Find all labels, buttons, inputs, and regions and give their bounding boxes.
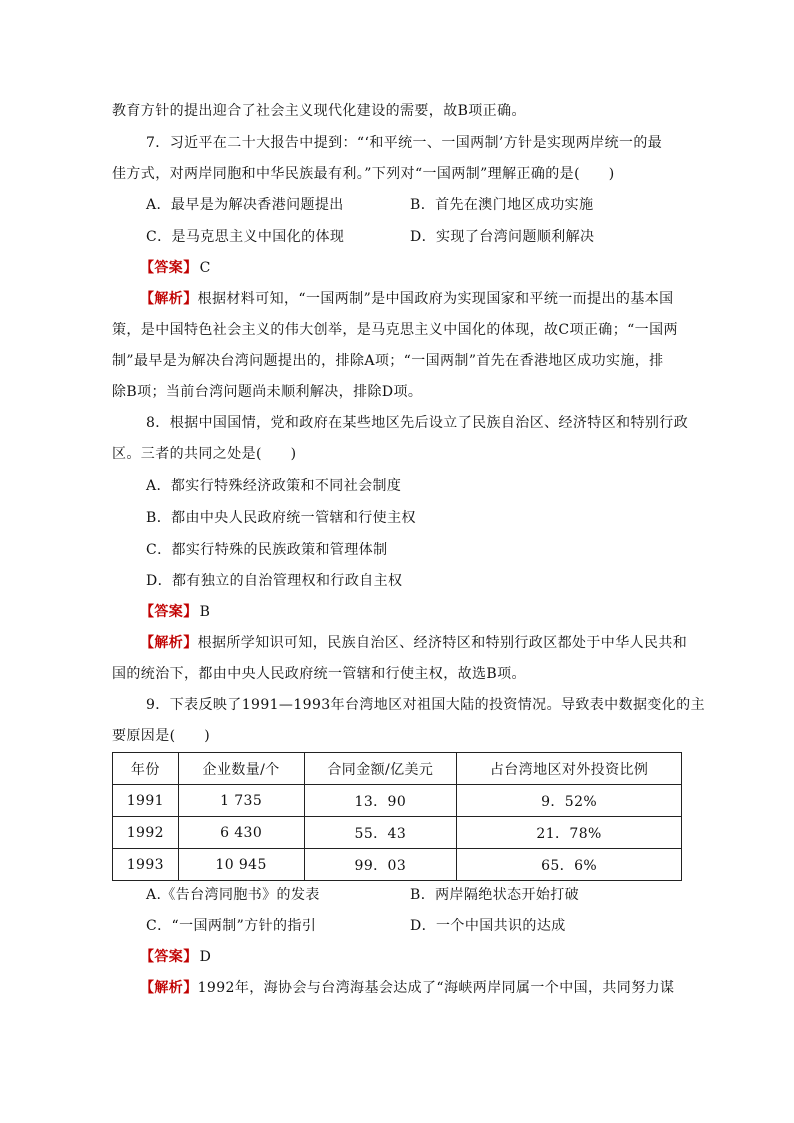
table-header-cell: 合同金额/亿美元 [304, 753, 457, 785]
explanation-text: 1992年，海协会与台湾海基会达成了“海峡两岸同属一个中国，共同努力谋 [197, 980, 675, 996]
question-8-explanation [140, 633, 687, 653]
explanation-line: 除B项；当前台湾问题尚未顺利解决，排除D项。 [112, 384, 423, 400]
table-cell: 9．52% [457, 785, 682, 817]
table-header-cell: 年份 [113, 753, 179, 785]
answer-tag: 【答案】 [140, 260, 198, 276]
question-9-option-d: D．一个中国共识的达成 [410, 918, 566, 934]
text-line: 教育方针的提出迎合了社会主义现代化建设的需要，故B项正确。 [112, 103, 526, 119]
explanation-tag: 【解析】 [140, 635, 198, 651]
question-9-explanation [140, 978, 674, 998]
explanation-tag: 【解析】 [140, 291, 198, 307]
table-cell: 1991 [113, 785, 179, 817]
answer-tag: 【答案】 [140, 604, 198, 620]
question-7-stem: 7．习近平在二十大报告中提到：“‘和平统一、一国两制’方针是实现两岸统一的最 [146, 135, 663, 151]
answer-value: C [199, 260, 211, 276]
answer-tag: 【答案】 [140, 949, 198, 965]
investment-table [112, 752, 682, 881]
question-8-option-d: D．都有独立的自治管理权和行政自主权 [146, 573, 403, 589]
question-7-option-d: D．实现了台湾问题顺利解决 [410, 229, 595, 245]
explanation-line: 制”最早是为解决台湾问题提出的，排除A项；“一国两制”首先在香港地区成功实施，排 [112, 353, 664, 369]
question-8-option-b: B．都由中央人民政府统一管辖和行使主权 [146, 510, 416, 526]
question-9-option-c: C．“一国两制”方针的指引 [146, 918, 317, 934]
question-7-answer [140, 258, 211, 278]
question-7-option-b: B．首先在澳门地区成功实施 [410, 197, 594, 213]
question-8-stem: 8．根据中国国情，党和政府在某些地区先后设立了民族自治区、经济特区和特别行政 [146, 415, 689, 431]
table-cell: 65．6% [457, 849, 682, 881]
answer-value: D [199, 949, 212, 965]
question-7-explanation [140, 289, 674, 309]
answer-value: B [199, 604, 211, 620]
table-cell: 99．03 [304, 849, 457, 881]
explanation-line: 策，是中国特色社会主义的伟大创举，是马克思主义中国化的体现，故C项正确；“一国两 [112, 322, 678, 338]
question-9-stem-cont: 要原因是( ) [112, 728, 211, 744]
table-row [113, 785, 682, 817]
question-8-answer [140, 602, 210, 622]
explanation-text: 根据材料可知，“一国两制”是中国政府为实现国家和平统一而提出的基本国 [197, 291, 674, 307]
table-cell: 1992 [113, 817, 179, 849]
table-cell: 10 945 [178, 849, 304, 881]
table-cell: 1 735 [178, 785, 304, 817]
table-header-cell: 企业数量/个 [178, 753, 304, 785]
question-9-option-a: A.《告台湾同胞书》的发表 [146, 887, 320, 903]
question-7-stem-cont: 佳方式，对两岸同胞和中华民族最有利。”下列对“一国两制”理解正确的是( ) [112, 166, 615, 182]
explanation-line: 国的统治下，都由中央人民政府统一管辖和行使主权，故选B项。 [112, 666, 526, 682]
question-8-option-a: A．都实行特殊经济政策和不同社会制度 [146, 478, 402, 494]
table-cell: 1993 [113, 849, 179, 881]
table-header-cell: 占台湾地区对外投资比例 [457, 753, 682, 785]
question-9-option-b: B．两岸隔绝状态开始打破 [410, 887, 580, 903]
table-header-row [113, 753, 682, 785]
explanation-text: 根据所学知识可知，民族自治区、经济特区和特别行政区都处于中华人民共和 [197, 635, 688, 651]
question-8-option-c: C．都实行特殊的民族政策和管理体制 [146, 542, 388, 558]
table-cell: 13．90 [304, 785, 457, 817]
question-8-stem-cont: 区。三者的共同之处是( ) [112, 446, 297, 462]
question-7-option-a: A．最早是为解决香港问题提出 [146, 197, 344, 213]
explanation-tag: 【解析】 [140, 980, 198, 996]
question-9-stem: 9．下表反映了1991—1993年台湾地区对祖国大陆的投资情况。导致表中数据变化的主 [146, 697, 705, 713]
table-cell: 21．78% [457, 817, 682, 849]
question-9-answer [140, 947, 211, 967]
table-row [113, 817, 682, 849]
table-cell: 6 430 [178, 817, 304, 849]
table-cell: 55．43 [304, 817, 457, 849]
table-row [113, 849, 682, 881]
question-7-option-c: C．是马克思主义中国化的体现 [146, 229, 345, 245]
